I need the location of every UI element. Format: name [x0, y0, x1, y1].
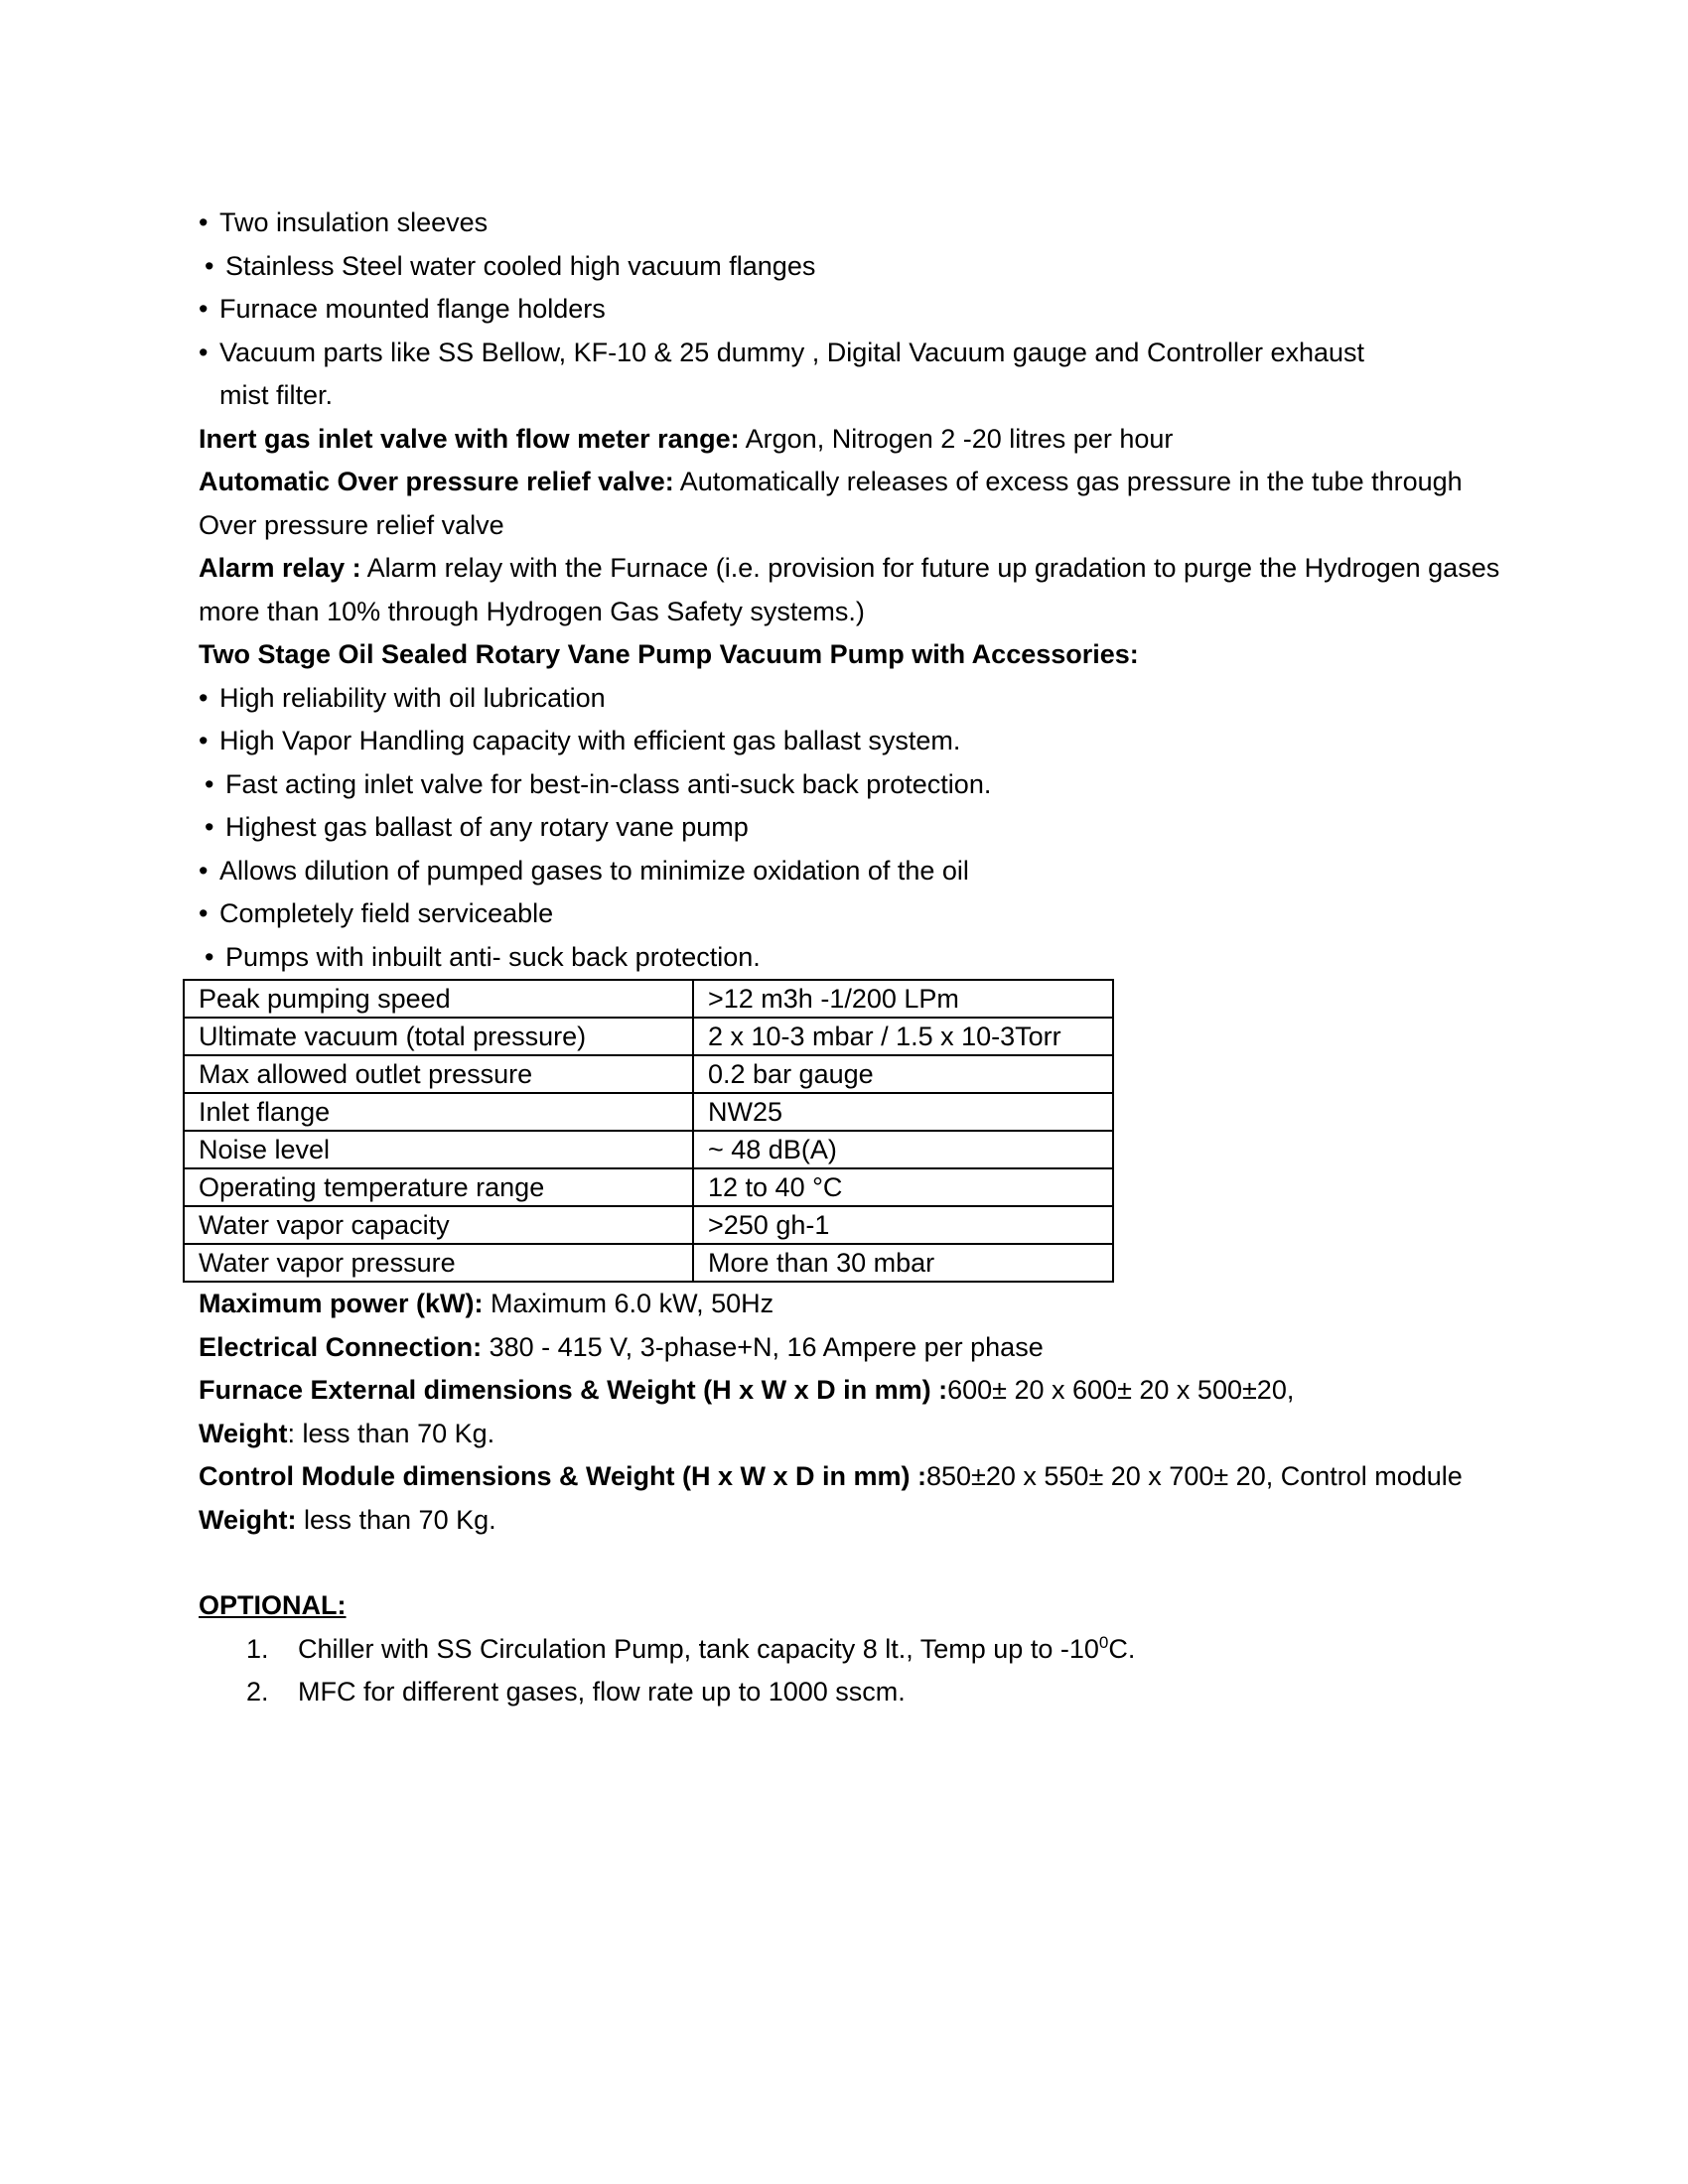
spec-param: Water vapor capacity: [184, 1206, 693, 1244]
list-item: 2. MFC for different gases, flow rate up to 1000 sscm.: [246, 1677, 906, 1706]
spec-value: More than 30 mbar: [693, 1244, 1113, 1282]
spec-value: ~ 48 dB(A): [693, 1131, 1113, 1168]
control-dimensions-line: Control Module dimensions & Weight (H x W x D in mm) :850±20 x 550± 20 x 700± 20, Control module: [199, 1461, 1463, 1491]
table-row: [184, 1055, 1113, 1093]
spec-value: NW25: [693, 1093, 1113, 1131]
max-power-line: Maximum power (kW): Maximum 6.0 kW, 50Hz: [199, 1289, 774, 1318]
list-item: • Vacuum parts like SS Bellow, KF-10 & 25 dummy , Digital Vacuum gauge and Controller exhaust mist filter.: [199, 332, 1421, 418]
pump-heading: Two Stage Oil Sealed Rotary Vane Pump Vacuum Pump with Accessories:: [199, 639, 1139, 669]
list-item: • Highest gas ballast of any rotary vane pump: [205, 806, 1509, 850]
bullet-glyph: •: [205, 941, 214, 972]
furnace-weight-line: Weight: less than 70 Kg.: [199, 1418, 495, 1448]
spec-param: Max allowed outlet pressure: [184, 1055, 693, 1093]
spec-param: Peak pumping speed: [184, 980, 693, 1018]
optional-list: [199, 1628, 1509, 1714]
list-item: • High Vapor Handling capacity with efficient gas ballast system.: [199, 720, 1509, 763]
table-row: [184, 1168, 1113, 1206]
list-item: • Allows dilution of pumped gases to minimize oxidation of the oil: [199, 850, 1509, 893]
spec-param: Water vapor pressure: [184, 1244, 693, 1282]
bullet-glyph: •: [205, 250, 214, 281]
list-item: • Fast acting inlet valve for best-in-class anti-suck back protection.: [205, 763, 1509, 807]
table-row: [184, 980, 1113, 1018]
spec-param: Operating temperature range: [184, 1168, 693, 1206]
spec-content: [199, 202, 1509, 1714]
list-item: • Pumps with inbuilt anti- suck back protection.: [205, 936, 1509, 980]
spec-value: >12 m3h -1/200 LPm: [693, 980, 1113, 1018]
table-row: [184, 1206, 1113, 1244]
list-item: • High reliability with oil lubrication: [199, 677, 1509, 721]
spec-value: 0.2 bar gauge: [693, 1055, 1113, 1093]
table-row: [184, 1018, 1113, 1055]
pump-spec-table: [183, 979, 1114, 1283]
control-weight-line: Weight: less than 70 Kg.: [199, 1504, 496, 1535]
bullet-glyph: •: [199, 207, 209, 237]
spec-param: Ultimate vacuum (total pressure): [184, 1018, 693, 1055]
bullet-glyph: •: [205, 768, 214, 799]
table-row: [184, 1131, 1113, 1168]
furnace-dimensions-line: Furnace External dimensions & Weight (H x W x D in mm) :600± 20 x 600± 20 x 500±20,: [199, 1375, 1295, 1405]
inert-gas-line: Inert gas inlet valve with flow meter range: Argon, Nitrogen 2 -20 litres per hour: [199, 423, 1174, 454]
pump-feature-list: [199, 677, 1509, 980]
relief-valve-line: Automatic Over pressure relief valve: Automatically releases of excess gas pressure in the tube through Over pressure relief valve: [199, 467, 1463, 540]
list-item: • Stainless Steel water cooled high vacuum flanges: [205, 245, 1509, 289]
table-row: [184, 1093, 1113, 1131]
spec-param: Noise level: [184, 1131, 693, 1168]
table-row: [184, 1244, 1113, 1282]
spec-param: Inlet flange: [184, 1093, 693, 1131]
alarm-relay-line: Alarm relay : Alarm relay with the Furnace (i.e. provision for future up gradation to purge the Hydrogen gases more than 10% through Hydrogen Gas Safety systems.): [199, 553, 1500, 626]
list-item: • Furnace mounted flange holders: [199, 288, 1509, 332]
bullet-glyph: •: [199, 898, 209, 928]
optional-heading: OPTIONAL:: [199, 1590, 347, 1620]
spec-value: >250 gh-1: [693, 1206, 1113, 1244]
bullet-glyph: •: [199, 855, 209, 886]
spec-value: 2 x 10-3 mbar / 1.5 x 10-3Torr: [693, 1018, 1113, 1055]
bullet-glyph: •: [199, 682, 209, 713]
bullet-glyph: •: [199, 337, 209, 367]
list-item: 1. Chiller with SS Circulation Pump, tank capacity 8 lt., Temp up to $-10^0C$.: [246, 1632, 1136, 1664]
accessory-bullet-list: [199, 202, 1509, 418]
bullet-glyph: •: [199, 726, 209, 755]
list-item: • Two insulation sleeves: [199, 202, 1509, 245]
list-item: • Completely field serviceable: [199, 892, 1509, 936]
bullet-glyph: •: [199, 294, 209, 324]
spec-value: 12 to 40 °C: [693, 1168, 1113, 1206]
bullet-glyph: •: [205, 812, 214, 842]
electrical-line: Electrical Connection: 380 - 415 V, 3-phase+N, 16 Ampere per phase: [199, 1331, 1044, 1362]
